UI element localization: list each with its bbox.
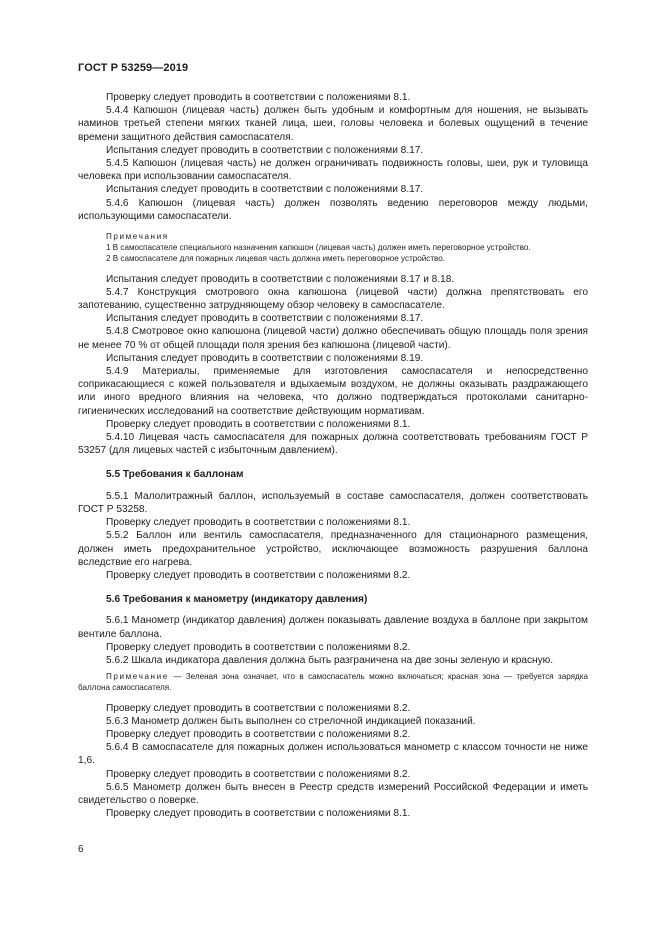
paragraph: Проверку следует проводить в соответствии с положениями 8.2. <box>106 728 411 740</box>
paragraph: Проверку следует проводить в соответствии с положениями 8.2. <box>106 641 411 653</box>
paragraph: Проверку следует проводить в соответствии с положениями 8.1. <box>106 808 411 820</box>
paragraph: Проверку следует проводить в соответствии с положениями 8.1. <box>106 418 411 430</box>
paragraph-5-6-3: 5.6.3 Манометр должен быть выполнен со стрелочной индикацией показаний. <box>106 715 476 727</box>
paragraph-5-4-10: 5.4.10 Лицевая часть самоспасателя для пожарных должна соответствовать требованиям ГОСТ Р 53257 (для лицевых частей с избыточным давлением). <box>78 432 588 457</box>
paragraph-5-4-5: 5.4.5 Капюшон (лицевая часть) не должен ограничивать подвижность головы, шеи, рук и туловища человека при использовании самоспасателя. <box>78 158 588 183</box>
paragraph: Испытания следует проводить в соответствии с положениями 8.17. <box>106 144 424 156</box>
note-text: — Зеленая зона означает, что в самоспасатель можно включаться; красная зона — требуется зарядка баллона самоспасателя. <box>78 672 588 693</box>
section-heading-5-6: 5.6 Требования к манометру (индикатору давления) <box>106 594 368 606</box>
document-header: ГОСТ Р 53259—2019 <box>78 62 189 74</box>
paragraph-5-4-7: 5.4.7 Конструкция смотрового окна капюшона (лицевой части) должна препятствовать его запотеванию, существенно затрудняющему обзор человеку в самоспасателе. <box>78 286 588 312</box>
paragraph: Проверку следует проводить в соответствии с положениями 8.2. <box>106 569 411 581</box>
paragraph-5-6-2: 5.6.2 Шкала индикатора давления должна быть разграничена на две зоны зеленую и красную. <box>106 654 554 666</box>
paragraph: Проверку следует проводить в соответствии с положениями 8.1. <box>106 92 411 103</box>
note-5-6 <box>78 671 588 693</box>
paragraph: Испытания следует проводить в соответствии с положениями 8.17. <box>106 313 424 325</box>
paragraph: Проверку следует проводить в соответствии с положениями 8.1. <box>106 517 411 529</box>
document-body <box>78 91 588 820</box>
paragraph-5-5-1: 5.5.1 Малолитражный баллон, используемый в составе самоспасателя, должен соответствовать ГОСТ Р 53258. <box>78 490 588 515</box>
paragraph-5-6-1: 5.6.1 Манометр (индикатор давления) должен показывать давление воздуха в баллоне при закрытом вентиле баллона. <box>78 615 588 640</box>
paragraph: Испытания следует проводить в соответствии с положениями 8.19. <box>106 352 424 364</box>
paragraph-5-4-8: 5.4.8 Смотровое окно капюшона (лицевой части) должно обеспечивать общую площадь поля зрения не менее 70 % от общей площади поля зрения без капюшона (лицевой части). <box>78 326 588 351</box>
paragraph-5-4-9: 5.4.9 Материалы, применяемые для изготовления самоспасателя и непосредственно соприкасающиеся с кожей пользователя и вдыхаемым воздухом, не должны оказывать раздражающего или иного вредного влияния на человека, что должно подтверждаться протоколами санитарно-гигиенических исследований на соответствие действующим нормативам. <box>78 366 588 417</box>
paragraph-5-6-5: 5.6.5 Манометр должен быть внесен в Реестр средств измерений Российской Федерации и иметь свидетельство о поверке. <box>78 781 588 806</box>
paragraph-5-5-2: 5.5.2 Баллон или вентиль самоспасателя, предназначенного для стационарного размещения, должен иметь предохранительное устройство, исключающее возможность разрушения баллона вследствие его нагрева. <box>78 530 588 568</box>
section-heading-5-5: 5.5 Требования к баллонам <box>106 469 244 481</box>
note-item-1: 1 В самоспасателе специального назначения капюшон (лицевая часть) должен иметь переговорное устройство. <box>106 243 531 253</box>
note-label: Примечание <box>106 672 169 682</box>
paragraph: Испытания следует проводить в соответствии с положениями 8.17. <box>106 184 424 196</box>
paragraph: Испытания следует проводить в соответствии с положениями 8.17 и 8.18. <box>106 273 455 285</box>
notes-title: Примечания <box>106 232 169 242</box>
paragraph: Проверку следует проводить в соответствии с положениями 8.2. <box>106 768 411 780</box>
paragraph-5-4-4: 5.4.4 Капюшон (лицевая часть) должен быть удобным и комфортным для ношения, не вызывать наминов третьей степени мягких тканей лица, шеи, головы человека и болевых ощущений в течение времени защитного действия самоспасателя. <box>78 105 588 143</box>
paragraph: Проверку следует проводить в соответствии с положениями 8.2. <box>106 702 411 714</box>
paragraph-5-4-6: 5.4.6 Капюшон (лицевая часть) должен позволять ведению переговоров между людьми, использующими самоспасатели. <box>78 197 588 222</box>
page-number: 6 <box>78 844 84 855</box>
note-item-2: 2 В самоспасателе для пожарных лицевая часть должна иметь переговорное устройство. <box>106 254 446 264</box>
paragraph-5-6-4: 5.6.4 В самоспасателе для пожарных должен использоваться манометр с классом точности не ниже 1,6. <box>78 742 588 767</box>
